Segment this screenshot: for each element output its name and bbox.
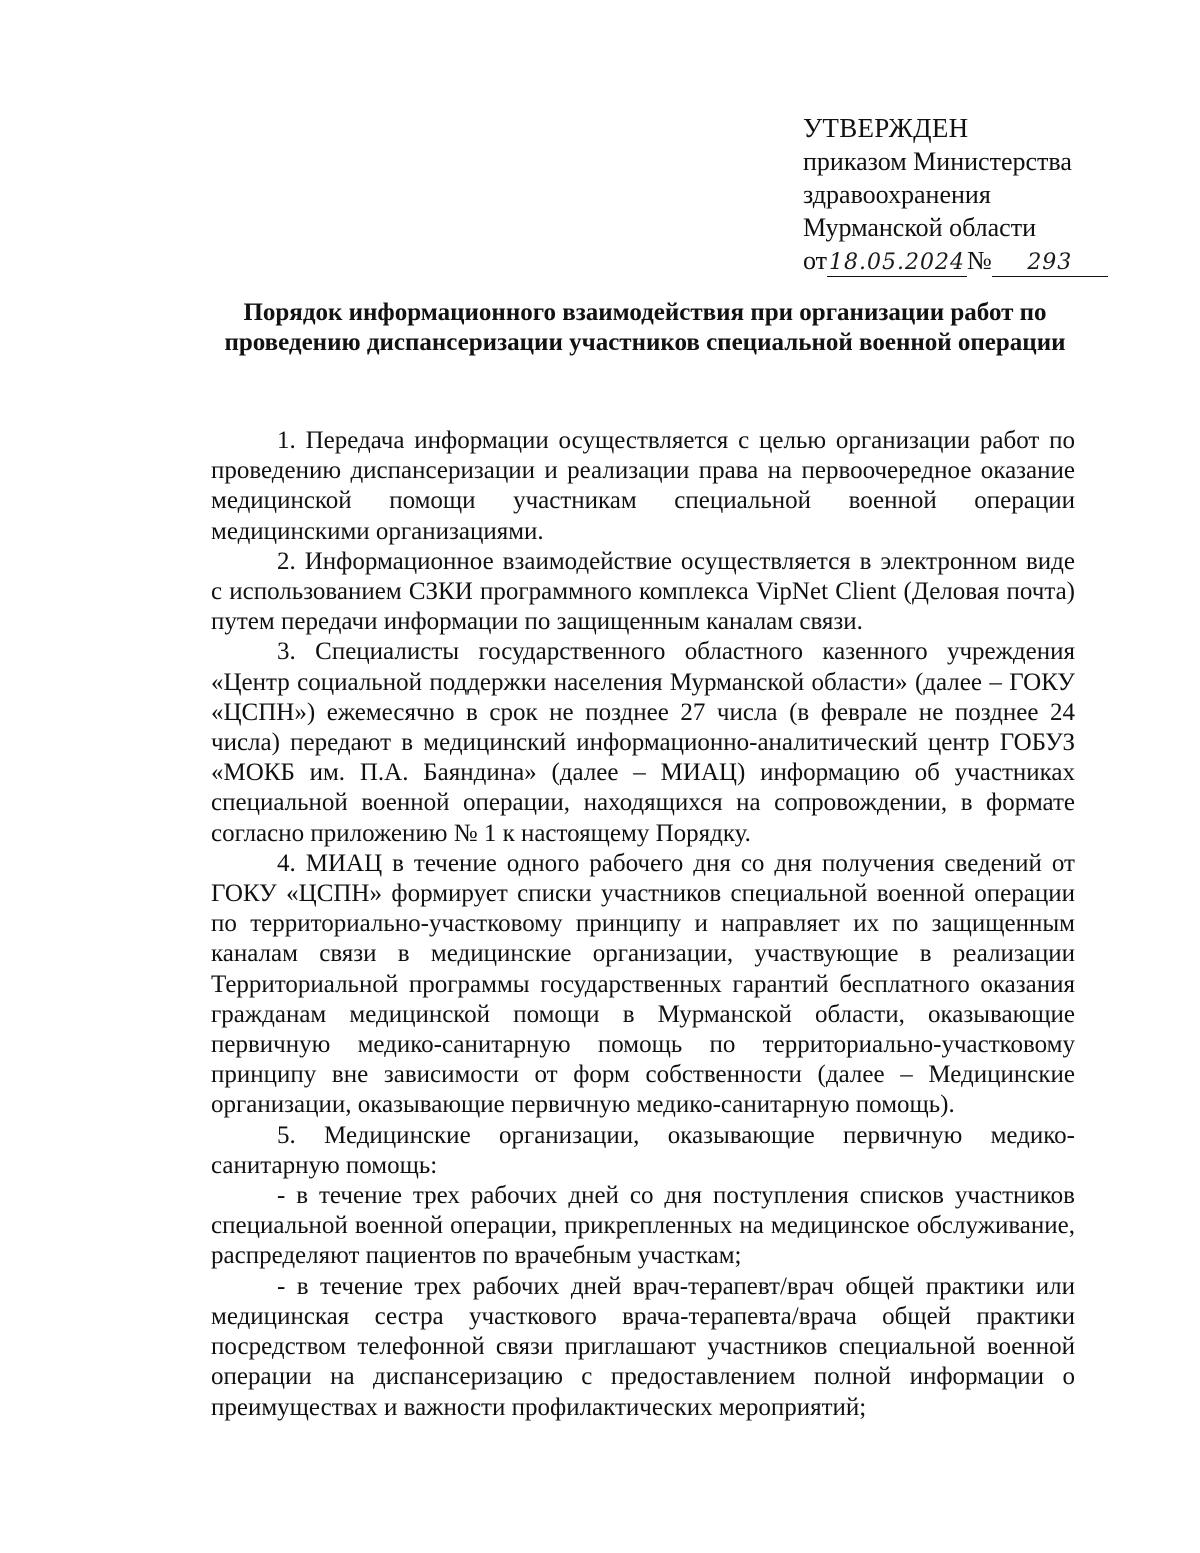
approval-heading: УТВЕРЖДЕН [803, 113, 969, 143]
document-title: Порядок информационного взаимодействия при организации работ по проведению диспансеризации участников специальной военной операции [224, 299, 1066, 356]
approval-line-3: Мурманской области [803, 213, 1036, 242]
paragraph-3: 3. Специалисты государственного областного казенного учреждения «Центр социальной поддержки населения Мурманской области» (далее – ГОКУ «ЦСПН») ежемесячно в срок не позднее 27 числа (в феврале не позднее 24 числа) передают в медицинский информационно-аналитический центр ГОБУЗ «МОКБ им. П.А. Баяндина» (далее – МИАЦ) информацию об участниках специальной военной операции, находящихся на сопровождении, в формате согласно приложению № 1 к настоящему Порядку. [211, 638, 1075, 847]
paragraph-5: 5. Медицинские организации, оказывающие первичную медико-санитарную помощь: [211, 1121, 1075, 1179]
from-label: от [803, 246, 828, 275]
number-label: № [967, 246, 992, 275]
document-body [211, 426, 1075, 1423]
paragraph-2: 2. Информационное взаимодействие осуществляется в электронном виде с использованием СЗКИ программного комплекса VipNet Client (Деловая почта) путем передачи информации по защищенным каналам связи. [211, 547, 1075, 636]
paragraph-5-item-1: - в течение трех рабочих дней со дня поступления списков участников специальной военной операции, прикрепленных на медицинское обслуживание, распределяют пациентов по врачебным участкам; [211, 1182, 1075, 1270]
approval-line-2: здравоохранения [803, 180, 991, 209]
handwritten-number: 293 [992, 250, 1108, 277]
handwritten-date: 18.05.2024 [829, 250, 965, 275]
order-date-number-line [803, 244, 1163, 277]
paragraph-4: 4. МИАЦ в течение одного рабочего дня со дня получения сведений от ГОКУ «ЦСПН» формирует списки участников специальной военной операции по территориально-участковому принципу и направляет их по защищенным каналам связи в медицинские организации, участвующие в реализации Территориальной программы государственных гарантий бесплатного оказания гражданам медицинской помощи в Мурманской области, оказывающие первичную медико-санитарную помощь по территориально-участковому принципу вне зависимости от форм собственности (далее – Медицинские организации, оказывающие первичную медико-санитарную помощь). [211, 849, 1075, 1119]
paragraph-1: 1. Передача информации осуществляется с целью организации работ по проведению диспансеризации и реализации права на первоочередное оказание медицинской помощи участникам специальной военной операции медицинскими организациями. [211, 427, 1075, 545]
approval-line-1: приказом Министерства [803, 147, 1072, 176]
approval-stamp-block [803, 112, 1163, 277]
paragraph-5-item-2: - в течение трех рабочих дней врач-терапевт/врач общей практики или медицинская сестра участкового врача-терапевта/врача общей практики посредством телефонной связи приглашают участников специальной военной операции на диспансеризацию с предоставлением полной информации о преимуществах и важности профилактических мероприятий; [211, 1272, 1075, 1421]
